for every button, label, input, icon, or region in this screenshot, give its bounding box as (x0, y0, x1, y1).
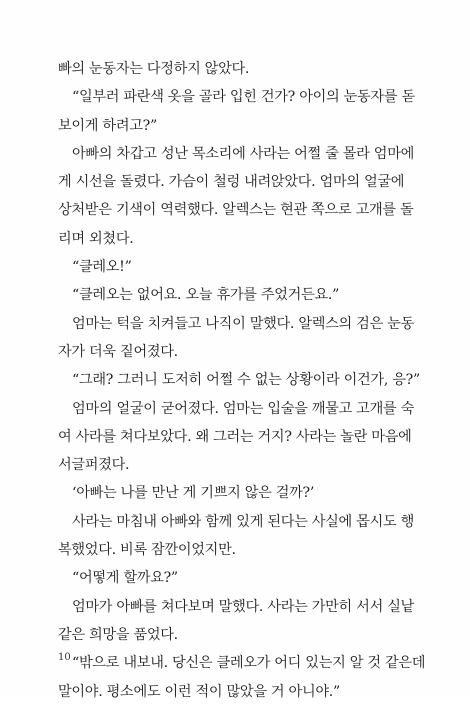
text-line: 자가 더욱 짙어졌다. (58, 343, 178, 360)
text-line: “그래? 그러니 도저히 어쩔 수 없는 상황이라 이건가, 응?” (72, 372, 420, 389)
text-line: 게 시선을 돌렸다. 가슴이 철렁 내려앉았다. 엄마의 얼굴에 (58, 174, 405, 191)
text-line: 사라는 마침내 아빠와 함께 있게 된다는 사실에 몹시도 행 (72, 513, 414, 530)
text-line: “어떻게 할까요?” (72, 570, 178, 587)
text-line: 엄마는 턱을 치켜들고 나직이 말했다. 알렉스의 검은 눈동 (72, 315, 414, 332)
text-line: 빠의 눈동자는 다정하지 않았다. (58, 61, 250, 77)
text-line: ‘아빠는 나를 만난 게 기쁘지 않은 걸까?’ (72, 485, 315, 502)
text-line: 같은 희망을 품었다. (58, 626, 178, 643)
text-line: 엄마가 아빠를 쳐다보며 말했다. 사라는 가만히 서서 실낱 (72, 598, 414, 615)
text-line: 여 사라를 쳐다보았다. 왜 그러는 거지? 사라는 놀란 마음에 (58, 428, 412, 445)
page-number: 10 (58, 652, 71, 663)
text-line: 복했었다. 비록 잠깐이었지만. (58, 542, 236, 559)
text-line: 아빠의 차갑고 성난 목소리에 사라는 어쩔 줄 몰라 엄마에 (72, 145, 414, 162)
text-line: “클레오는 없어요. 오늘 휴가를 주었거든요.” (72, 287, 340, 304)
body-text (58, 55, 426, 706)
text-line: 서글퍼졌다. (58, 457, 130, 474)
text-line: “클레오!” (72, 259, 132, 276)
text-line: 엄마의 얼굴이 굳어졌다. 엄마는 입술을 깨물고 고개를 숙 (72, 400, 414, 417)
text-line: 보이게 하려고?” (58, 117, 157, 134)
text-line: “밖으로 내보내. 당신은 클레오가 어디 있는지 알 것 같은데 (72, 655, 426, 672)
text-line: 상처받은 기색이 역력했다. 알렉스는 현관 쪽으로 고개를 돌 (58, 202, 414, 219)
text-line: 리며 외쳤다. (58, 230, 134, 247)
text-line: 말이야. 평소에도 이런 적이 많았을 거 아니야.” (58, 683, 340, 700)
text-line: “일부러 파란색 옷을 골라 입힌 건가? 아이의 눈동자를 돋 (72, 89, 415, 106)
